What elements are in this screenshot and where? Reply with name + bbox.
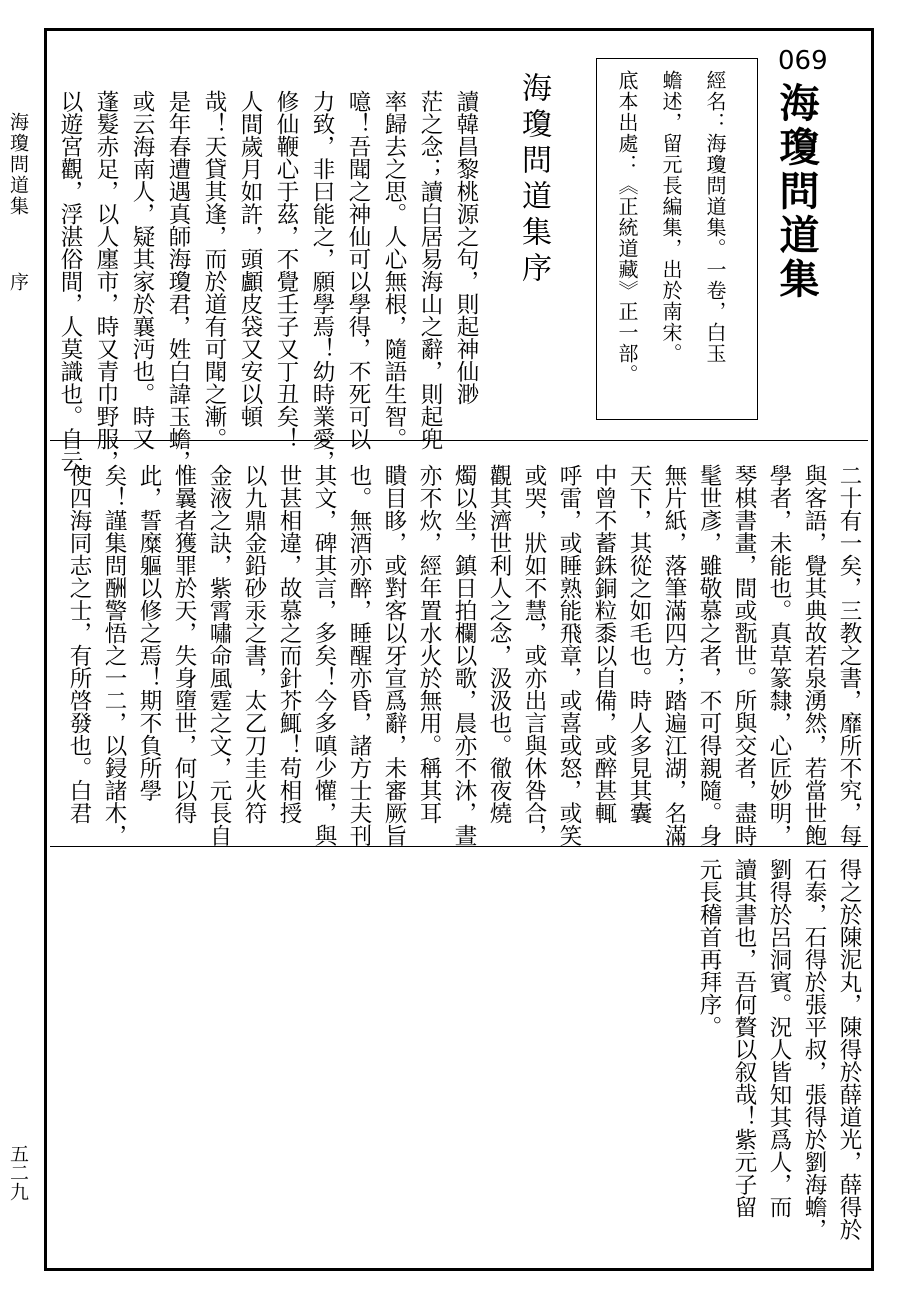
- text-column: 呼雷，或睡熟能飛章，或喜或怒，或笑: [556, 464, 582, 847]
- text-column: 元長稽首再拜序。: [696, 858, 722, 1038]
- text-column: 蓬髮赤足，以人廛市，時又青巾野服，: [93, 90, 119, 473]
- text-column: 或云海南人，疑其家於襄沔也。時又: [129, 90, 155, 450]
- text-column: 力致，非曰能之，願學焉！幼時業愛，: [309, 90, 335, 473]
- text-column: 讀其書也，吾何贅以叙哉！紫元子留: [731, 858, 757, 1218]
- text-column: 讀韓昌黎桃源之句，則起神仙渺: [453, 90, 479, 405]
- info-line: 經名：海瓊問道集。一卷，白玉: [703, 70, 727, 364]
- text-column: 天下，其從之如毛也。時人多見其囊: [626, 464, 652, 824]
- text-column: 茫之念；讀白居易海山之辭，則起兜: [417, 90, 443, 450]
- text-column: 矣！謹集問酬警悟之一二，以鋟諸木，: [101, 464, 127, 847]
- info-line: 蟾述，留元長編集，出於南宋。: [659, 70, 683, 364]
- entry-number: 069: [778, 46, 828, 76]
- text-column: 率歸去之思。人心無根，隨語生智。: [381, 90, 407, 450]
- text-column: 石泰，石得於張平叔，張得於劉海蟾，: [801, 858, 827, 1241]
- text-column: 使四海同志之士，有所啓發也。白君: [66, 464, 92, 824]
- text-column: 髦世彥，雖敬慕之者，不可得親隨。身: [696, 464, 722, 847]
- text-column: 以遊宮觀，浮湛俗間，人莫識也。自云: [57, 90, 83, 473]
- text-column: 以九鼎金鉛砂汞之書，太乙刀圭火符: [241, 464, 267, 824]
- running-head-section: 序: [7, 272, 29, 291]
- text-column: 哉！天貸其逢，而於道有可聞之漸。: [201, 90, 227, 450]
- info-line: 底本出處：《正統道藏》正一部。: [615, 70, 639, 385]
- text-column: 得之於陳泥丸，陳得於薛道光，薛得於: [836, 858, 862, 1241]
- text-column: 燭以坐，鎮日拍欄以歌，晨亦不沐，晝: [451, 464, 477, 847]
- text-column: 劉得於呂洞賓。況人皆知其爲人，而: [766, 858, 792, 1218]
- preface-title: 海瓊問道集序: [516, 72, 551, 288]
- text-column: 此，誓糜軀以修之焉！期不負所學: [136, 464, 162, 802]
- text-column: 瞶目眵，或對客以牙宣爲辭，未審厥旨: [381, 464, 407, 847]
- text-column: 學者，未能也。真草篆隸，心匠妙明，: [766, 464, 792, 847]
- text-column: 二十有一矣，三教之書，靡所不究，每: [836, 464, 862, 847]
- text-column: 中曾不蓄銖銅粒黍以自備，或醉甚輒: [591, 464, 617, 824]
- text-column: 無片紙，落筆滿四方；踏遍江湖，名滿: [661, 464, 687, 847]
- text-column: 琴棋書畫，間或翫世。所與交者，盡時: [731, 464, 757, 847]
- text-column: 是年春遭遇真師海瓊君，姓白諱玉蟾，: [165, 90, 191, 473]
- text-column: 與客語，覺其典故若泉湧然，若當世飽: [801, 464, 827, 847]
- text-column: 惟曩者獲罪於天，失身墮世，何以得: [171, 464, 197, 824]
- text-column: 人間歲月如許，頭顱皮袋又安以頓: [237, 90, 263, 428]
- text-column: 其文，碑其言，多矣！今多嗔少懽，與: [311, 464, 337, 847]
- book-title: 海瓊問道集: [773, 82, 820, 302]
- text-column: 世甚相違，故慕之而針芥鮿！苟相授: [276, 464, 302, 824]
- text-column: 亦不炊，經年置水火於無用。稱其耳: [416, 464, 442, 824]
- text-column: 金液之訣，紫霄嘯命風霆之文，元長自: [206, 464, 232, 847]
- text-column: 觀其濟世利人之念，汲汲也。徹夜燒: [486, 464, 512, 824]
- page-number: 五二九: [7, 1144, 29, 1201]
- text-column: 或哭，狀如不慧，或亦出言與休咎合，: [521, 464, 547, 847]
- text-column: 也。無酒亦醉，睡醒亦昏，諸方士夫刊: [346, 464, 372, 847]
- text-column: 噫！吾聞之神仙可以學得，不死可以: [345, 90, 371, 450]
- text-column: 修仙鞭心于茲，不覺壬子又丁丑矣！: [273, 90, 299, 450]
- running-head-title: 海瓊問道集: [7, 112, 29, 217]
